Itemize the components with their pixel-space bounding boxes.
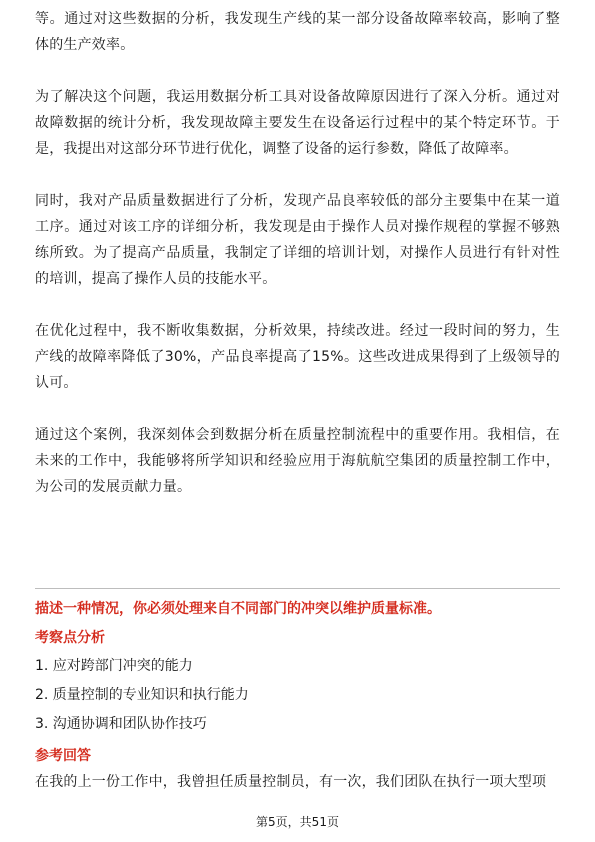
body-paragraph: 为了解决这个问题，我运用数据分析工具对设备故障原因进行了深入分析。通过对故障数据的统计分析，我发现故障主要发生在设备运行过程中的某个特定环节。于是，我提出对这部分环节进行优化，调整了设备的运行参数，降低了故障率。 <box>35 89 560 157</box>
list-item: 3. 沟通协调和团队协作技巧 <box>35 716 207 732</box>
answer-text: 在我的上一份工作中，我曾担任质量控制员，有一次，我们团队在执行一项大型项 <box>35 774 547 790</box>
body-paragraph: 等。通过对这些数据的分析，我发现生产线的某一部分设备故障率较高，影响了整体的生产效率。 <box>35 11 560 53</box>
list-item: 2. 质量控制的专业知识和执行能力 <box>35 687 249 703</box>
answer-body <box>35 6 560 500</box>
list-item: 1. 应对跨部门冲突的能力 <box>35 658 193 674</box>
body-paragraph: 通过这个案例，我深刻体会到数据分析在质量控制流程中的重要作用。我相信，在未来的工作中，我能够将所学知识和经验应用于海航航空集团的质量控制工作中，为公司的发展贡献力量。 <box>35 427 560 495</box>
answer-heading: 参考回答 <box>35 748 91 764</box>
page-number: 第5页，共51页 <box>256 815 339 829</box>
points-list <box>35 652 560 739</box>
section-divider <box>35 588 560 589</box>
body-paragraph: 在优化过程中，我不断收集数据，分析效果，持续改进。经过一段时间的努力，生产线的故障率降低了30%，产品良率提高了15%。这些改进成果得到了上级领导的认可。 <box>35 323 560 391</box>
interview-question: 描述一种情况，你必须处理来自不同部门的冲突以维护质量标准。 <box>35 601 441 617</box>
body-paragraph: 同时，我对产品质量数据进行了分析，发现产品良率较低的部分主要集中在某一道工序。通过对该工序的详细分析，我发现是由于操作人员对操作规程的掌握不够熟练所致。为了提高产品质量，我制定了详细的培训计划，对操作人员进行有针对性的培训，提高了操作人员的技能水平。 <box>35 193 560 287</box>
points-heading: 考察点分析 <box>35 630 105 646</box>
